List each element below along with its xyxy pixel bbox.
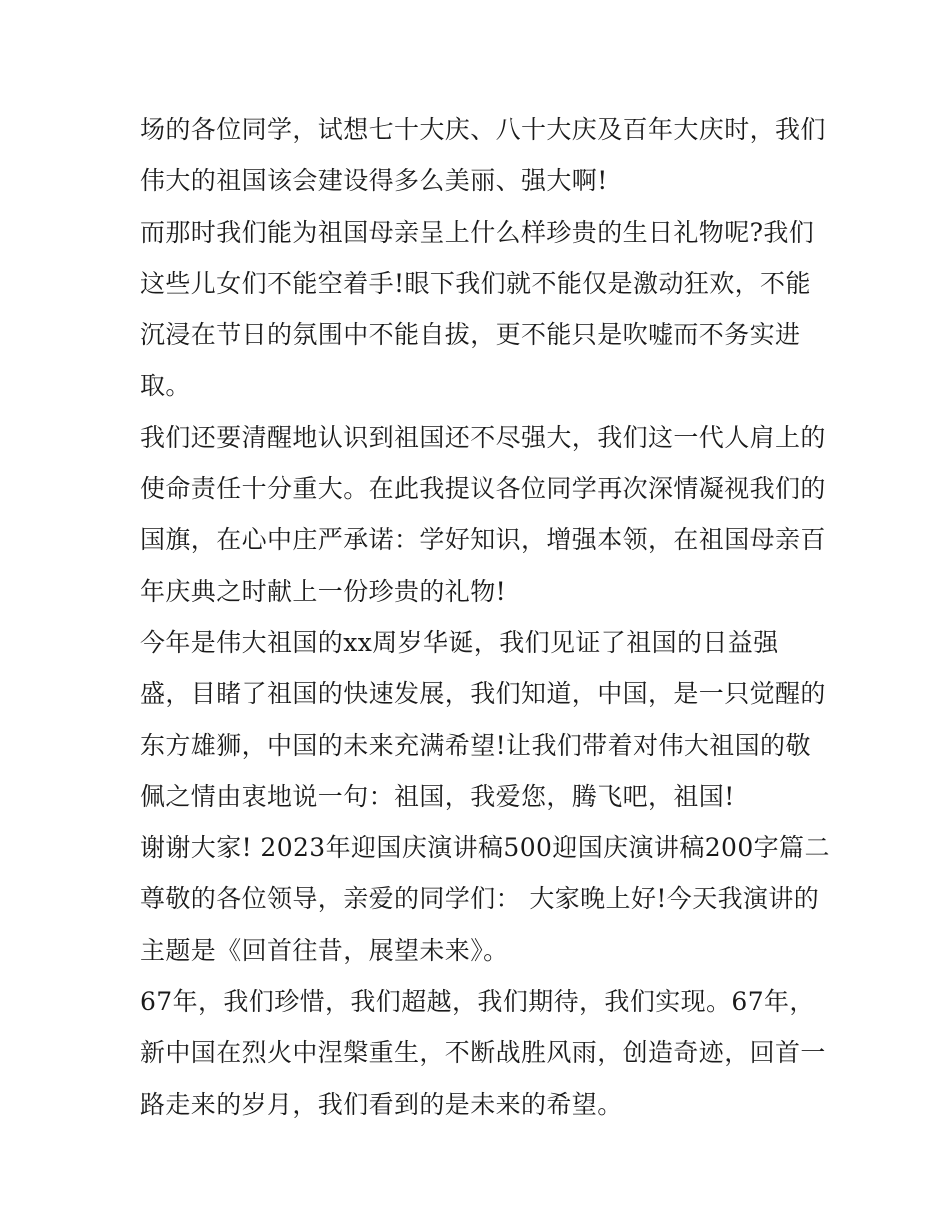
text-line: 路走来的岁月，我们看到的是未来的希望。 bbox=[140, 1089, 623, 1119]
document-body bbox=[140, 104, 830, 1130]
text-line: 尊敬的各位领导，亲爱的同学们： 大家晚上好!今天我演讲的 bbox=[140, 884, 820, 914]
text-line: 今年是伟大祖国的xx周岁华诞，我们见证了祖国的日益强 bbox=[140, 627, 779, 657]
text-line: 国旗，在心中庄严承诺：学好知识，增强本领，在祖国母亲百 bbox=[140, 525, 826, 555]
text-line: 主题是《回首往昔，展望未来》。 bbox=[140, 935, 509, 965]
text-line: 谢谢大家! 2023年迎国庆演讲稿500迎国庆演讲稿200字篇二 bbox=[140, 833, 830, 863]
text-line: 这些儿女们不能空着手!眼下我们就不能仅是激动狂欢，不能 bbox=[140, 268, 811, 298]
text-line: 伟大的祖国该会建设得多么美丽、强大啊! bbox=[140, 166, 608, 196]
text-line: 年庆典之时献上一份珍贵的礼物! bbox=[140, 576, 507, 606]
text-line: 场的各位同学，试想七十大庆、八十大庆及百年大庆时，我们 bbox=[140, 115, 826, 144]
text-line: 佩之情由衷地说一句：祖国，我爱您，腾飞吧，祖国! bbox=[140, 781, 735, 811]
text-line: 新中国在烈火中涅槃重生，不断战胜风雨，创造奇迹，回首一 bbox=[140, 1038, 826, 1068]
text-line: 我们还要清醒地认识到祖国还不尽强大，我们这一代人肩上的 bbox=[140, 422, 826, 452]
text-line: 使命责任十分重大。在此我提议各位同学再次深情凝视我们的 bbox=[140, 474, 826, 504]
text-line: 东方雄狮，中国的未来充满希望!让我们带着对伟大祖国的敬 bbox=[140, 730, 811, 760]
text-line: 取。 bbox=[140, 371, 191, 401]
text-line: 沉浸在节日的氛围中不能自拔，更不能只是吹嘘而不务实进 bbox=[140, 320, 801, 350]
text-line: 67年，我们珍惜，我们超越，我们期待，我们实现。67年， bbox=[140, 987, 815, 1017]
text-line: 而那时我们能为祖国母亲呈上什么样珍贵的生日礼物呢?我们 bbox=[140, 217, 815, 247]
text-line: 盛，目睹了祖国的快速发展，我们知道，中国，是一只觉醒的 bbox=[140, 679, 826, 709]
